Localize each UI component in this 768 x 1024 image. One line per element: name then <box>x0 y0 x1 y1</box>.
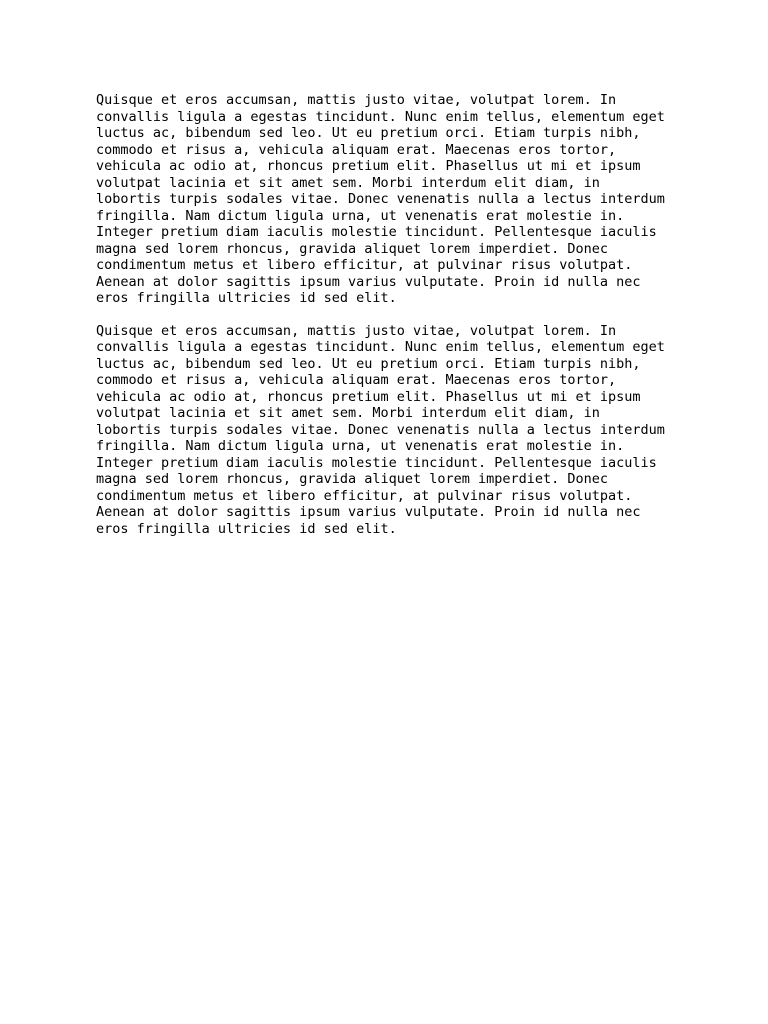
text-line: volutpat lacinia et sit amet sem. Morbi interdum elit diam, in <box>96 174 600 191</box>
text-line: eros fringilla ultricies id sed elit. <box>96 520 397 537</box>
text-line: vehicula ac odio at, rhoncus pretium elit. Phasellus ut mi et ipsum <box>96 158 641 174</box>
text-line: fringilla. Nam dictum ligula urna, ut venenatis erat molestie in. <box>96 207 625 224</box>
text-line: Quisque et eros accumsan, mattis justo vitae, volutpat lorem. In <box>96 322 617 339</box>
text-line: lobortis turpis sodales vitae. Donec venenatis nulla a lectus interdum <box>96 191 665 207</box>
paragraph-1 <box>96 92 686 307</box>
text-line: commodo et risus a, vehicula aliquam erat. Maecenas eros tortor, <box>96 372 617 388</box>
text-line: Integer pretium diam iaculis molestie tincidunt. Pellentesque iaculis <box>96 224 657 240</box>
text-line: Aenean at dolor sagittis ipsum varius vulputate. Proin id nulla nec <box>96 273 641 290</box>
text-line: magna sed lorem rhoncus, gravida aliquet lorem imperdiet. Donec <box>96 240 609 257</box>
text-line: condimentum metus et libero efficitur, at pulvinar risus volutpat. <box>96 487 633 504</box>
text-line: commodo et risus a, vehicula aliquam erat. Maecenas eros tortor, <box>96 141 617 158</box>
text-line: luctus ac, bibendum sed leo. Ut eu pretium orci. Etiam turpis nibh, <box>96 355 641 372</box>
text-line: lobortis turpis sodales vitae. Donec venenatis nulla a lectus interdum <box>96 421 665 438</box>
text-line: magna sed lorem rhoncus, gravida aliquet lorem imperdiet. Donec <box>96 471 609 487</box>
document-body <box>96 92 686 553</box>
text-line: fringilla. Nam dictum ligula urna, ut venenatis erat molestie in. <box>96 438 625 454</box>
paragraph-2 <box>96 323 686 538</box>
text-line: eros fringilla ultricies id sed elit. <box>96 290 397 306</box>
text-line: luctus ac, bibendum sed leo. Ut eu pretium orci. Etiam turpis nibh, <box>96 125 641 141</box>
text-line: condimentum metus et libero efficitur, at pulvinar risus volutpat. <box>96 257 633 273</box>
text-line: Integer pretium diam iaculis molestie tincidunt. Pellentesque iaculis <box>96 454 657 471</box>
text-line: convallis ligula a egestas tincidunt. Nunc enim tellus, elementum eget <box>96 339 665 355</box>
text-line: convallis ligula a egestas tincidunt. Nunc enim tellus, elementum eget <box>96 108 665 125</box>
text-line: Quisque et eros accumsan, mattis justo vitae, volutpat lorem. In <box>96 92 617 108</box>
text-line: volutpat lacinia et sit amet sem. Morbi interdum elit diam, in <box>96 405 600 421</box>
text-line: vehicula ac odio at, rhoncus pretium elit. Phasellus ut mi et ipsum <box>96 388 641 405</box>
text-line: Aenean at dolor sagittis ipsum varius vulputate. Proin id nulla nec <box>96 504 641 520</box>
